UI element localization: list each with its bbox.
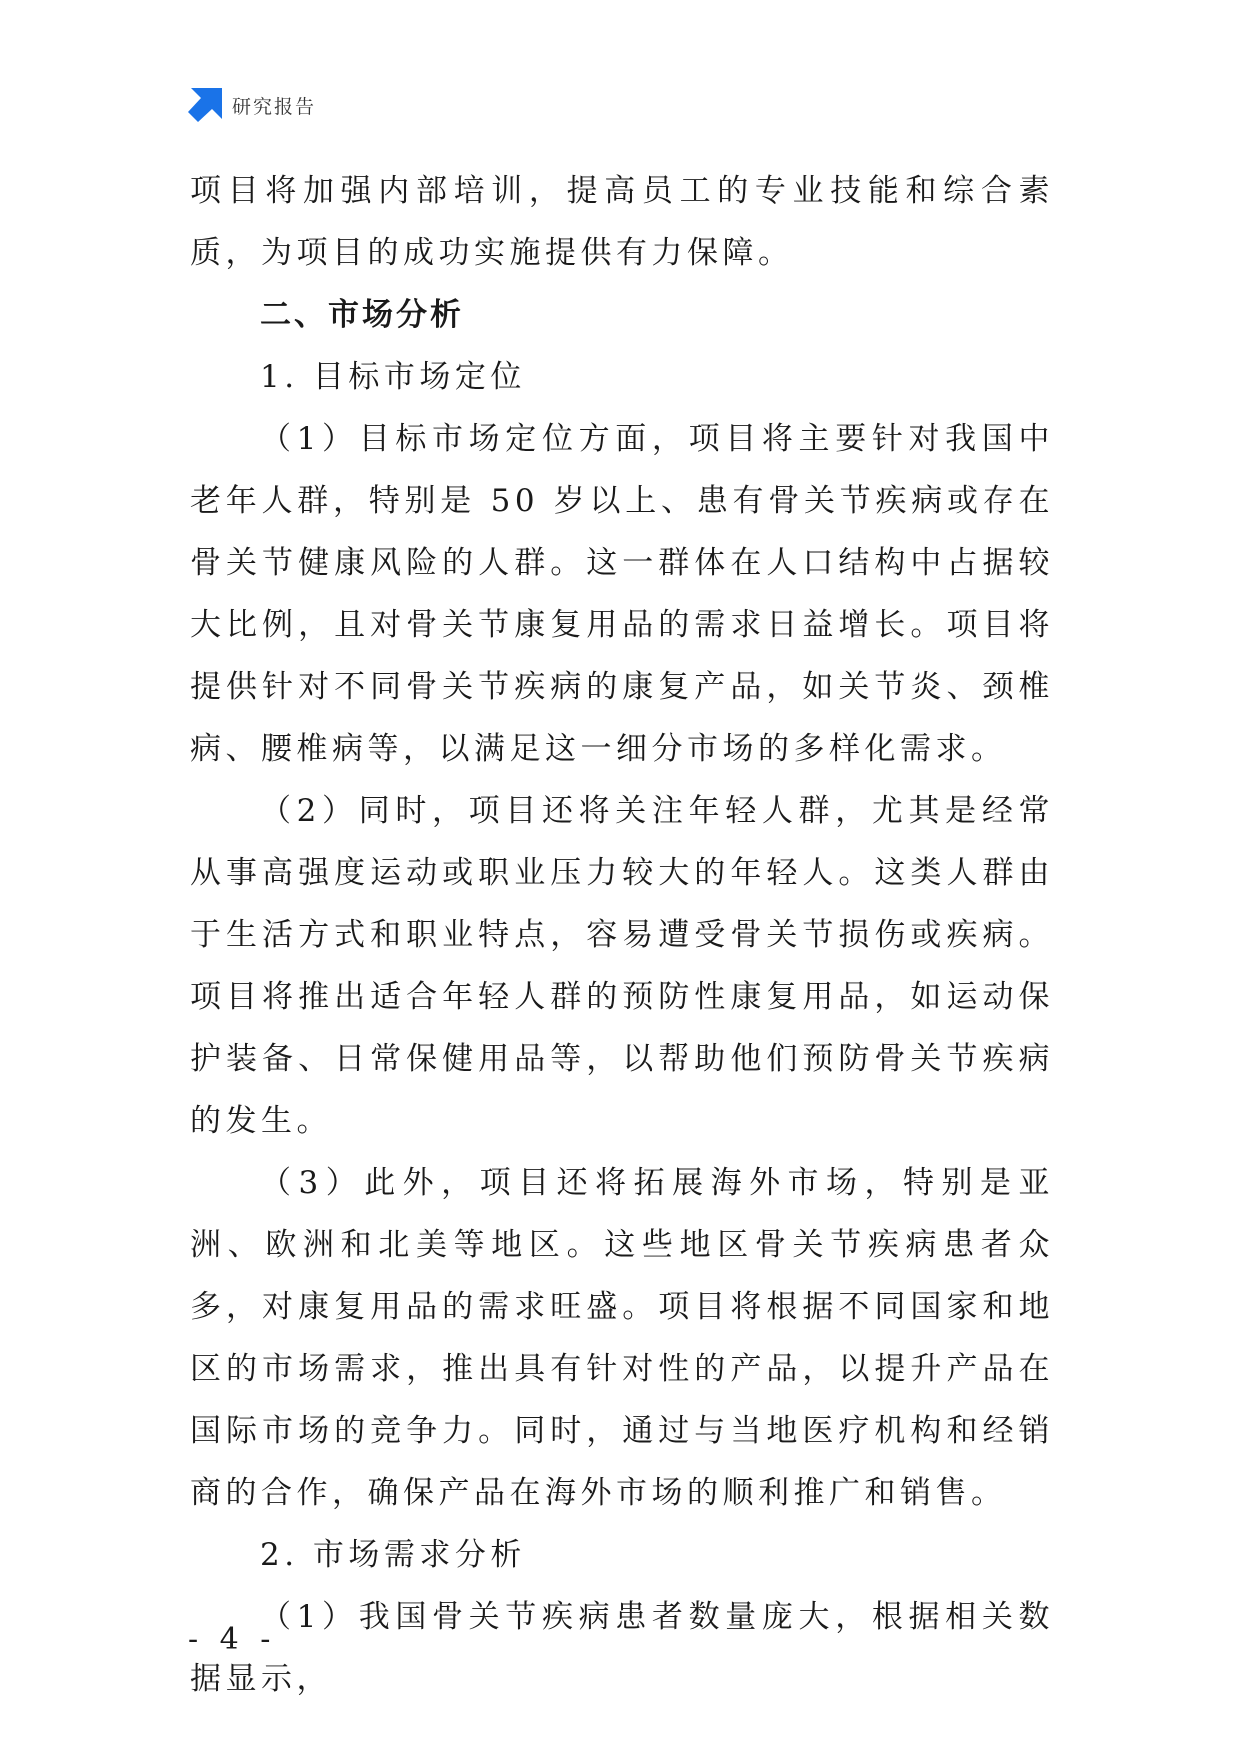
paragraph-demand-1: （1）我国骨关节疾病患者数量庞大，根据相关数据显示， (190, 1599, 1054, 1697)
subsection-heading-demand: 2. 市场需求分析 (260, 1537, 526, 1573)
paragraph-target-market-1: （1）目标市场定位方面，项目将主要针对我国中老年人群，特别是 50 岁以上、患有骨关节疾病或存在骨关节健康风险的人群。这一群体在人口结构中占据较大比例，且对骨关节康复用品的需求日益增长。项目将提供针对不同骨关节疾病的康复产品，如关节炎、颈椎病、腰椎病等，以满足这一细分市场的多样化需求。 (190, 421, 1054, 767)
page-number: - 4 - (188, 1622, 277, 1657)
arrow-up-right-icon (188, 88, 222, 122)
paragraph-target-market-2: （2）同时，项目还将关注年轻人群，尤其是经常从事高强度运动或职业压力较大的年轻人。这类人群由于生活方式和职业特点，容易遭受骨关节损伤或疾病。项目将推出适合年轻人群的预防性康复用品，如运动保护装备、日常保健用品等，以帮助他们预防骨关节疾病的发生。 (190, 793, 1054, 1139)
page-header (188, 88, 316, 122)
section-heading: 二、市场分析 (260, 297, 464, 333)
document-body (190, 160, 1054, 1710)
header-title: 研究报告 (232, 95, 317, 118)
subsection-heading-target-market: 1. 目标市场定位 (260, 359, 526, 395)
paragraph-continuation: 项目将加强内部培训，提高员工的专业技能和综合素质，为项目的成功实施提供有力保障。 (190, 173, 1054, 271)
paragraph-target-market-3: （3）此外，项目还将拓展海外市场，特别是亚洲、欧洲和北美等地区。这些地区骨关节疾病患者众多，对康复用品的需求旺盛。项目将根据不同国家和地区的市场需求，推出具有针对性的产品，以提升产品在国际市场的竞争力。同时，通过与当地医疗机构和经销商的合作，确保产品在海外市场的顺利推广和销售。 (190, 1165, 1054, 1511)
